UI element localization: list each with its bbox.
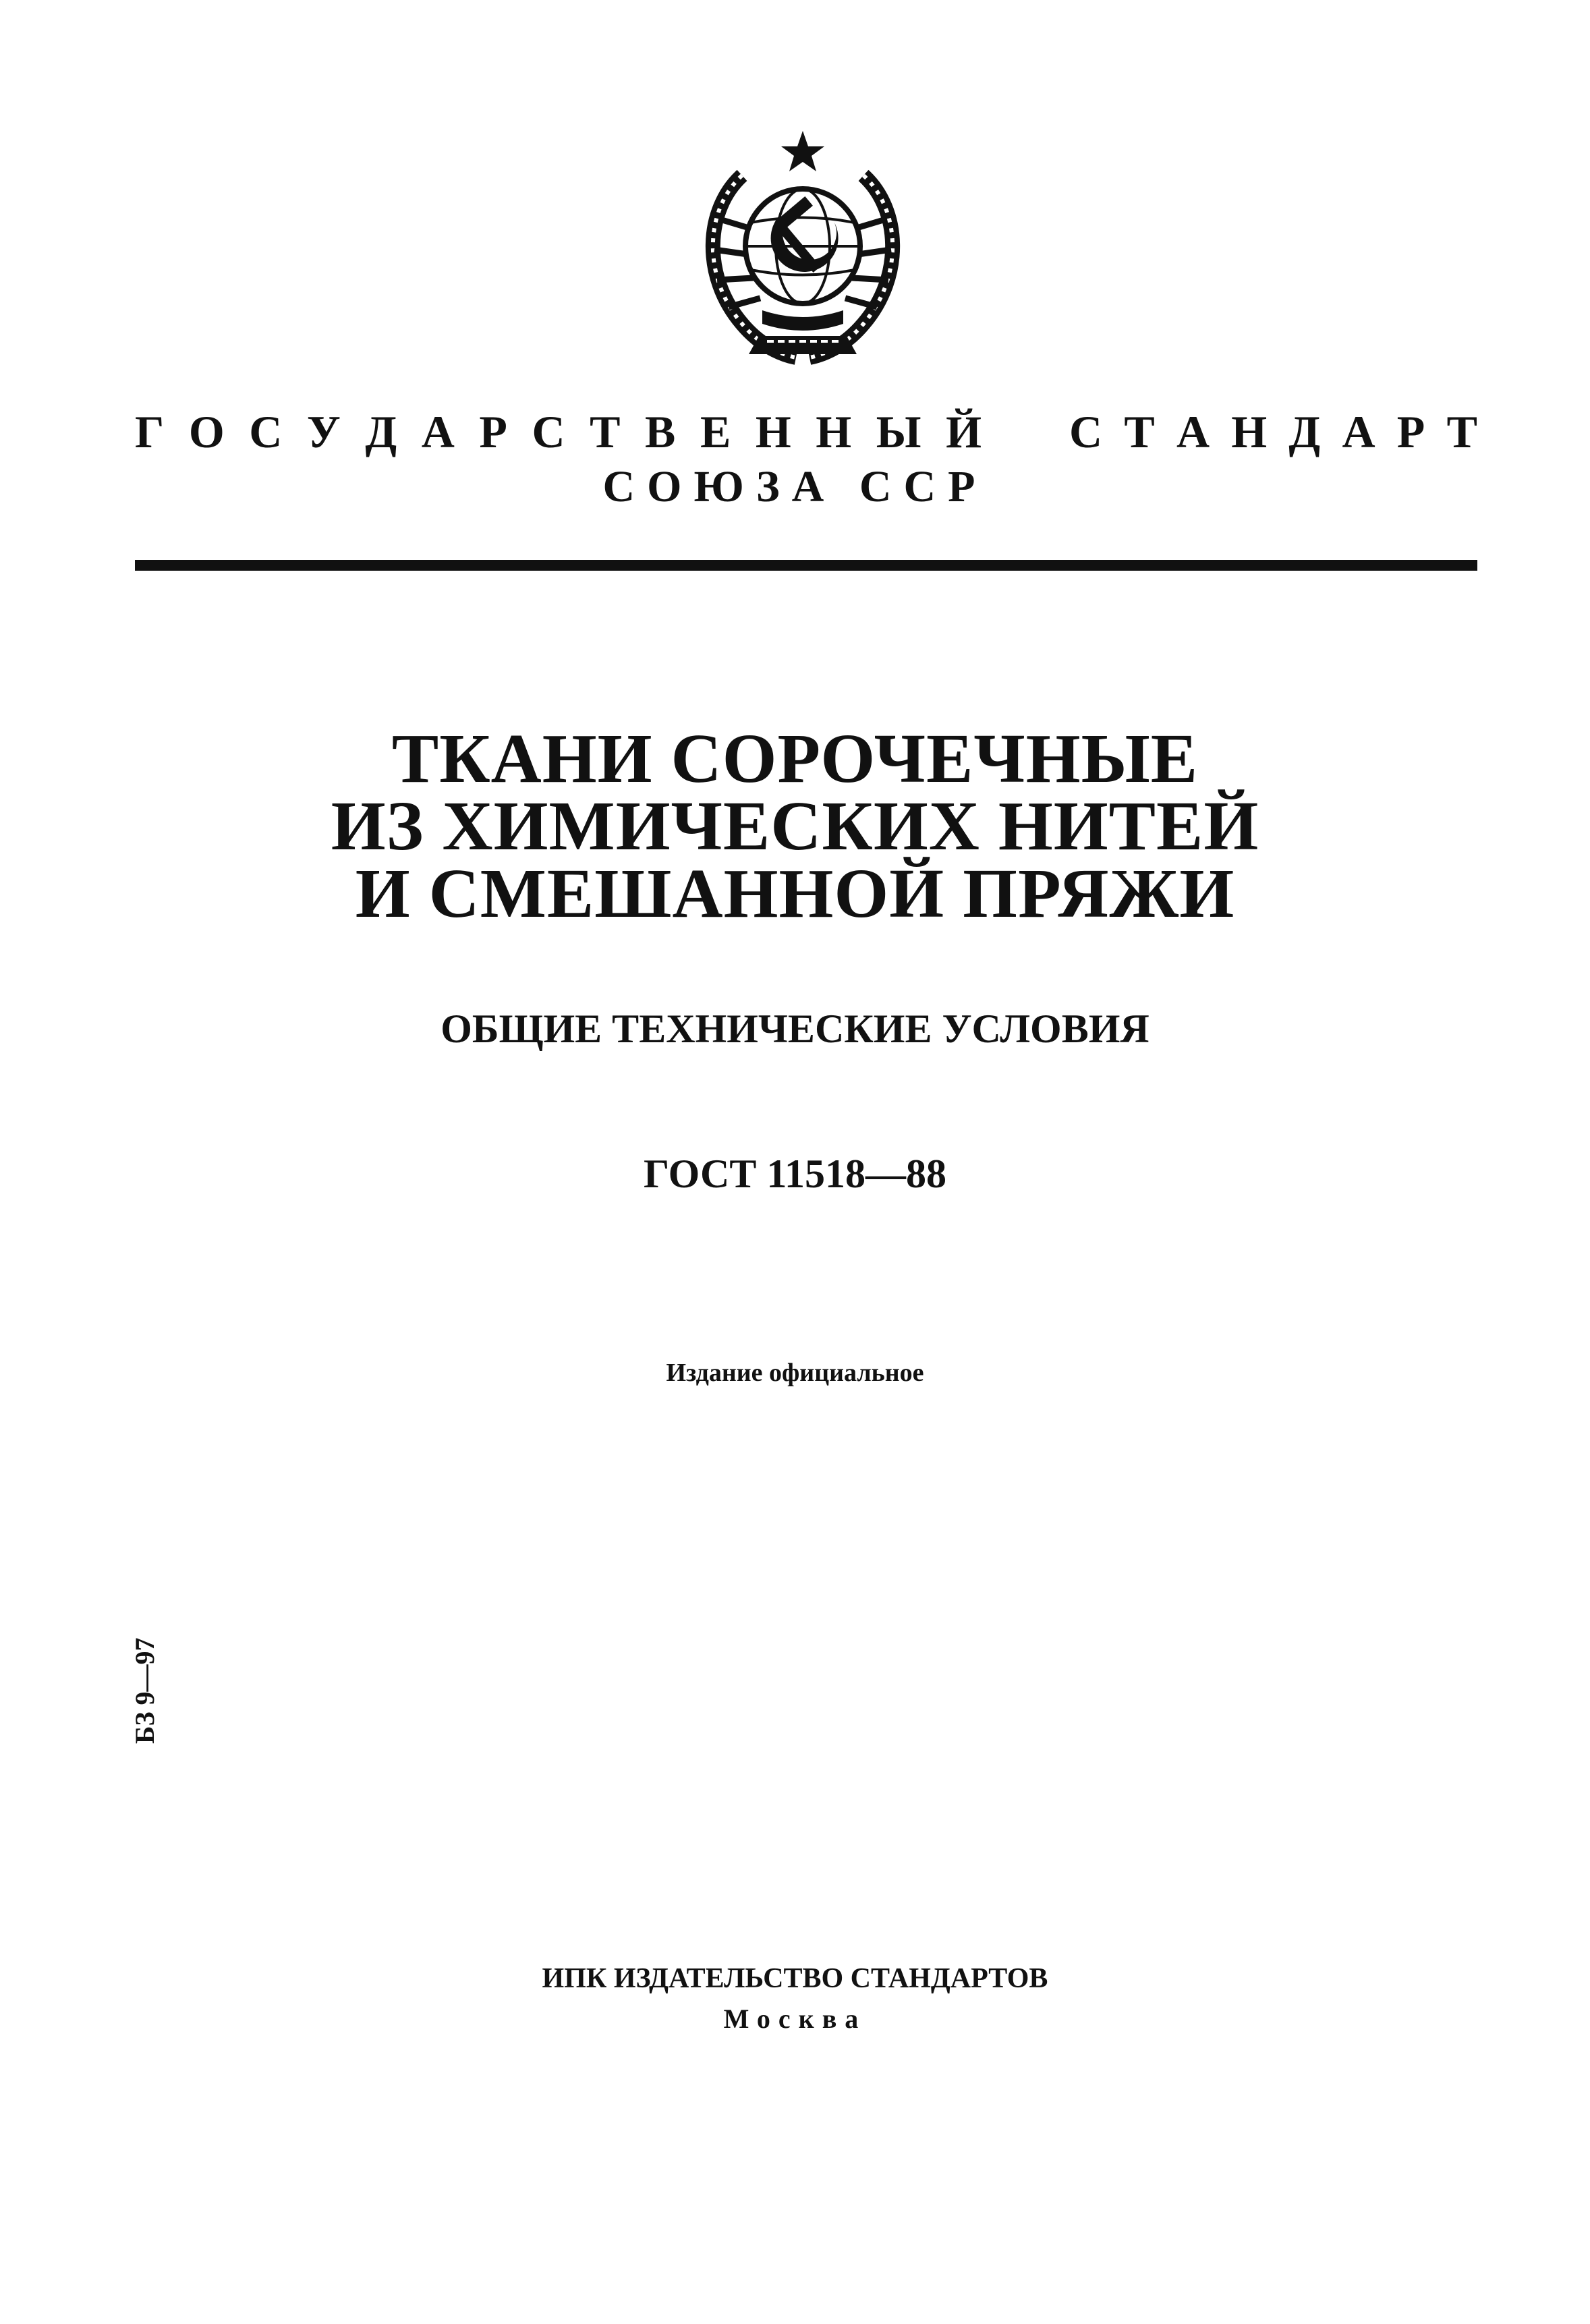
header-divider: [135, 560, 1477, 571]
standard-number: ГОСТ 11518—88: [643, 1152, 947, 1196]
heading-letter: Р: [479, 406, 507, 457]
heading-letter: Ы: [876, 406, 921, 457]
heading-letter: Т: [590, 406, 621, 457]
heading-letter: Р: [1396, 406, 1425, 457]
heading-letter: Н: [755, 406, 791, 457]
heading-letter: А: [1176, 406, 1210, 457]
heading-letter: С: [249, 406, 283, 457]
publisher-name: ИПК ИЗДАТЕЛЬСТВО СТАНДАРТОВ: [542, 1963, 1048, 1994]
heading-letter: А: [1342, 406, 1375, 457]
heading-letter: Д: [1288, 406, 1321, 457]
publisher-city: Москва: [723, 2004, 867, 2034]
title-line: ТКАНИ СОРОЧЕЧНЫЕ: [391, 720, 1199, 797]
heading-letter: Д: [365, 406, 397, 457]
heading-letter: Т: [1446, 406, 1477, 457]
edition-note: Издание официальное: [666, 1359, 924, 1387]
heading-letter: С: [1069, 406, 1103, 457]
heading-letter: Т: [1124, 406, 1155, 457]
heading-letter: Й: [946, 406, 982, 457]
heading-word-standard: [1069, 405, 1477, 459]
heading-letter: Н: [816, 406, 852, 457]
heading-letter: Г: [135, 406, 165, 457]
title-line: ИЗ ХИМИЧЕСКИХ НИТЕЙ: [331, 787, 1259, 865]
heading-union: СОЮЗА ССР: [602, 462, 988, 511]
standard-heading: [135, 405, 1477, 459]
heading-letter: С: [532, 406, 565, 457]
title-line: И СМЕШАННОЙ ПРЯЖИ: [355, 855, 1235, 932]
ussr-emblem-icon: [678, 121, 928, 371]
document-subtitle: ОБЩИЕ ТЕХНИЧЕСКИЕ УСЛОВИЯ: [441, 1007, 1149, 1051]
heading-letter: О: [188, 406, 225, 457]
heading-letter: В: [645, 406, 676, 457]
heading-letter: У: [306, 406, 341, 457]
heading-letter: Н: [1231, 406, 1268, 457]
heading-letter: Е: [700, 406, 731, 457]
heading-letter: А: [421, 406, 455, 457]
side-catalog-code: БЗ 9—97: [130, 1637, 160, 1744]
document-title: [0, 720, 1590, 932]
heading-word-state: [135, 405, 982, 459]
